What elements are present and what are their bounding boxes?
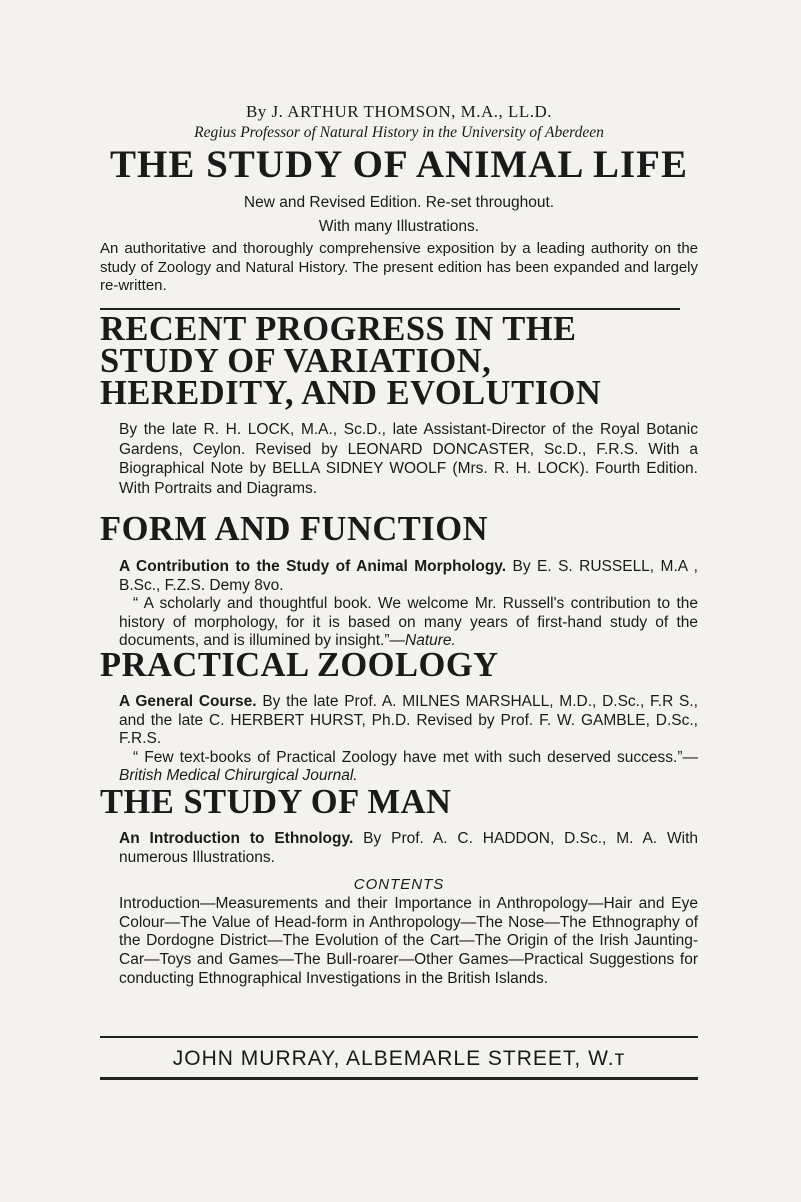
publisher-imprint: JOHN MURRAY, ALBEMARLE STREET, W.ᴛ (172, 1047, 626, 1070)
book-edition-info (100, 191, 698, 239)
review-source: Nature. (405, 632, 456, 649)
subtitle: An Introduction to Ethnology. (119, 830, 354, 847)
book-title-study-of-man: THE STUDY OF MAN (100, 783, 452, 821)
book-description-practical-zoology (119, 693, 698, 786)
byline: By Prof. A. C. HADDON, D.Sc., M. A. With numerous Illustrations. (119, 830, 698, 866)
author-line: By J. ARTHUR THOMSON, M.A., LL.D. (245, 102, 553, 121)
book-description-animal-life: An authoritative and thoroughly comprehensive exposition by a leading authority on the study of Zoology and Natural History. The present edition has been expanded and largely re-written. (100, 240, 698, 294)
contents-list: Introduction—Measurements and their Importance in Anthropology—Hair and Eye Colour—The Value of Head-form in Anthropology—The Nose—The Ethnography of the Dordogne District—The Evolution of the Cart—The Origin of the Irish Jaunting-Car—Toys and Games—The Bull-roarer—Other Games—Practical Suggestions for conducting Ethnographical Investigations in the British Islands. (119, 895, 698, 987)
subtitle: A Contribution to the Study of Animal Morphology. (119, 558, 507, 575)
edition-line-1: New and Revised Edition. Re-set throughout. (243, 194, 555, 211)
subtitle: A General Course. (119, 693, 257, 710)
byline: By the late Prof. A. MILNES MARSHALL, M.D., D.Sc., F.R S., and the late C. HERBERT HURST, Ph.D. Revised by Prof. F. W. GAMBLE, D.Sc., F.R.S. (119, 693, 698, 747)
byline: By E. S. RUSSELL, M.A , B.Sc., F.Z.S. Demy 8vo. (119, 558, 698, 594)
book-title-recent-progress (100, 310, 698, 412)
book-title-practical-zoology: PRACTICAL ZOOLOGY (100, 646, 499, 684)
edition-line-2: With many Illustrations. (318, 218, 480, 235)
title-line-3: HEREDITY, AND EVOLUTION (100, 374, 602, 412)
footer-rule-bottom (100, 1077, 698, 1080)
contents-heading: CONTENTS (353, 876, 445, 893)
review-quote: “ A scholarly and thoughtful book. We welcome Mr. Russell's contribution to the history of morphology, for it is based on many years of first-hand study of the documents, and is illumined by insight.”— (119, 595, 698, 649)
author-role: Regius Professor of Natural History in the University of Aberdeen (194, 124, 604, 141)
review-source: British Medical Chirurgical Journal. (119, 767, 358, 784)
book-description-study-of-man (119, 830, 698, 867)
book-description-recent-progress: By the late R. H. LOCK, M.A., Sc.D., late Assistant-Director of the Royal Botanic Gardens, Ceylon. Revised by LEONARD DONCASTER, Sc.D., F.R.S. With a Biographical Note by BELLA SIDNEY WOOLF (Mrs. R. H. LOCK). Fourth Edition. With Portraits and Diagrams. (119, 421, 698, 497)
review-quote: “ Few text-books of Practical Zoology have met with such deserved success.”— (133, 748, 698, 766)
footer-rule-top (100, 1036, 698, 1038)
book-title-animal-life: THE STUDY OF ANIMAL LIFE (109, 143, 689, 186)
title-line-2: STUDY OF VARIATION, (100, 342, 492, 380)
book-title-form-function: FORM AND FUNCTION (100, 510, 488, 548)
book-description-form-function (119, 558, 698, 651)
title-line-1: RECENT PROGRESS IN THE (100, 310, 577, 348)
